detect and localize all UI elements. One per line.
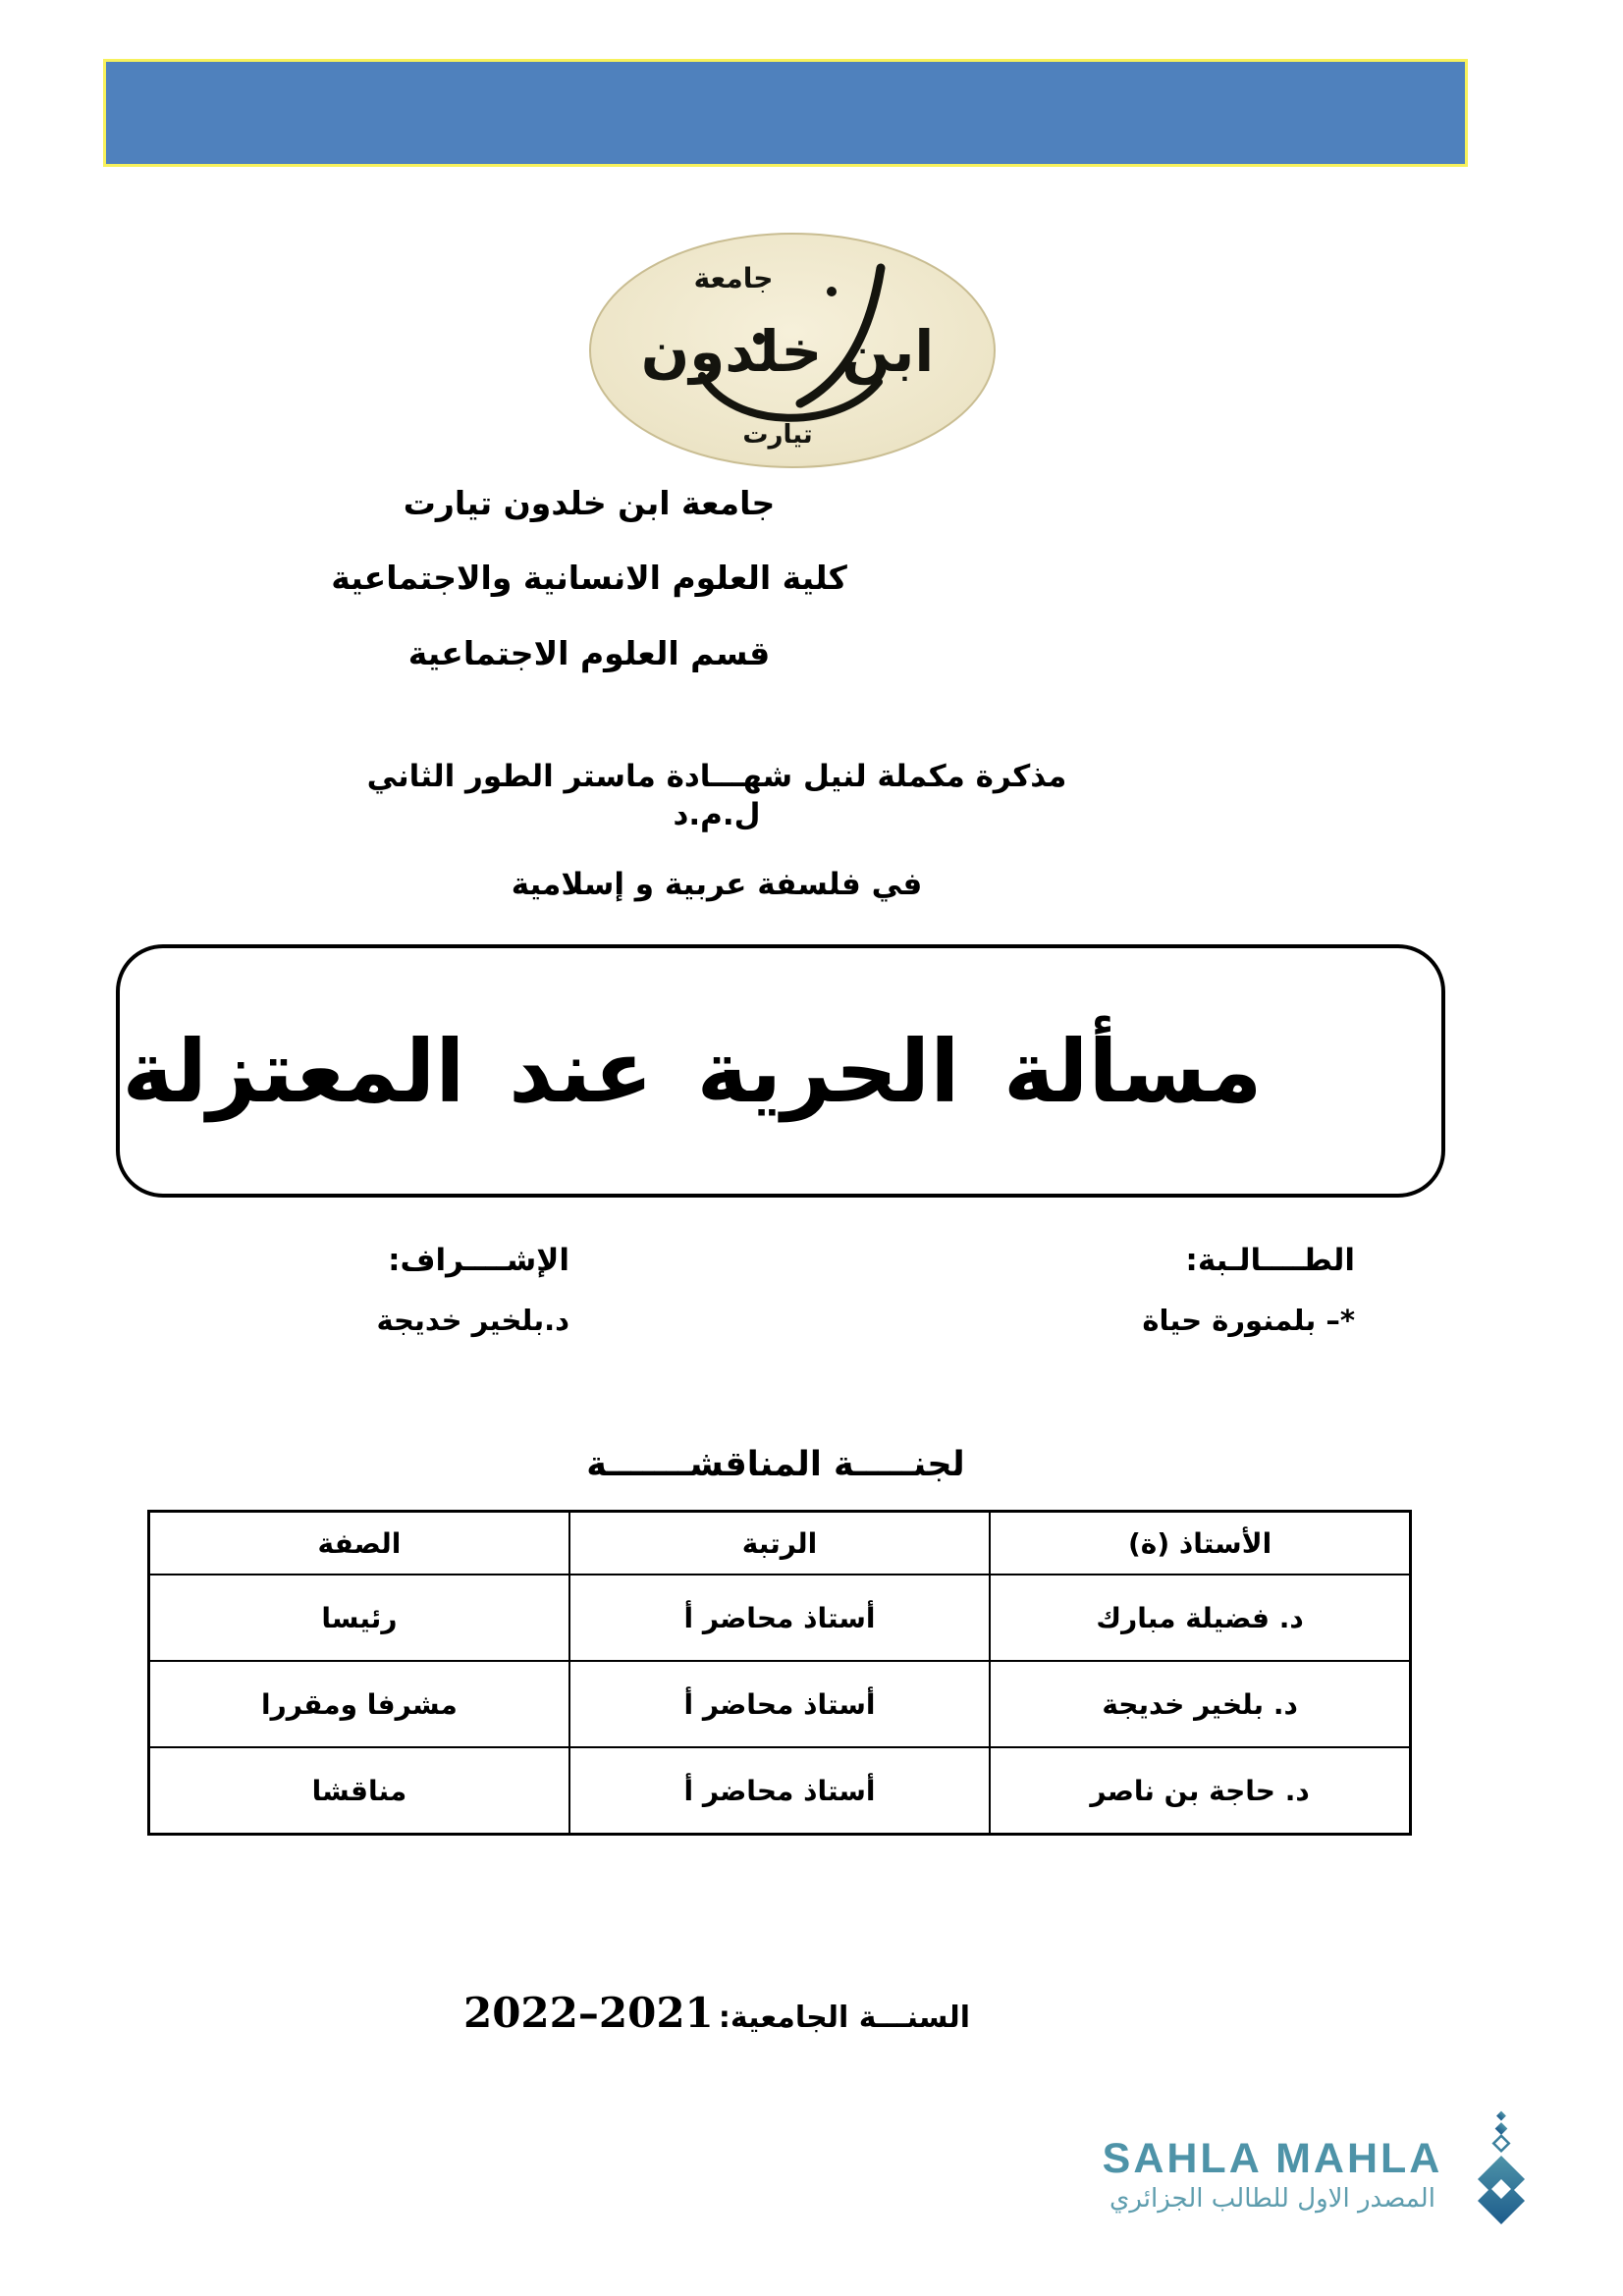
student-label: الطــــالـبة: [1185, 1243, 1355, 1278]
academic-year-label: السنـــة الجامعية: [718, 2001, 970, 2035]
table-row [149, 1747, 1411, 1835]
role-cell: مناقشا [149, 1747, 569, 1835]
rank-cell: أستاذ محاضر أ [569, 1661, 990, 1747]
rank-cell: أستاذ محاضر أ [569, 1747, 990, 1835]
thesis-title: مسألة الحرية عند المعتزلة [122, 1020, 1263, 1122]
university-name: جامعة ابن خلدون تيارت [403, 484, 776, 522]
committee-table [147, 1510, 1412, 1836]
kufic-calligraphy-icon [1471, 2110, 1532, 2226]
university-seal-svg [586, 229, 999, 472]
professor-cell: د. حاجة بن ناصر [990, 1747, 1410, 1835]
student-name: *– بلمنورة حياة [1142, 1304, 1355, 1337]
column-rank: الرتبة [569, 1512, 990, 1575]
university-block [290, 483, 889, 708]
thesis-description [324, 758, 1109, 934]
committee-header-row [149, 1512, 1411, 1575]
academic-year-value: 2021–2022 [462, 1989, 714, 2037]
seal-middle-text: ابن خلدون [640, 318, 935, 385]
brand-name: SAHLA MAHLA [1102, 2135, 1443, 2182]
header-banner [103, 59, 1468, 167]
academic-year-line [412, 1989, 1021, 2037]
supervisor-label: الإشــــراف: [388, 1243, 569, 1278]
supervisor-name: د.بلخير خديجة [376, 1304, 569, 1337]
role-cell: رئيسا [149, 1575, 569, 1661]
thesis-specialty-line: في فلسفة عربية و إسلامية [511, 866, 923, 902]
brand-footer [1080, 2110, 1532, 2226]
faculty-name: كلية العلوم الانسانية والاجتماعية [331, 559, 847, 598]
thesis-type-line: مذكرة مكملة لنيل شهـــادة ماستر الطور الثاني ل.م.د [366, 759, 1067, 832]
brand-tagline: المصدر الاول للطالب الجزائري [1109, 2184, 1435, 2214]
professor-cell: د. بلخير خديجة [990, 1661, 1410, 1747]
committee-heading: لجنـــــة المناقشـــــــة [586, 1445, 965, 1484]
university-seal-icon [586, 229, 999, 472]
table-row [149, 1661, 1411, 1747]
role-cell: مشرفا ومقررا [149, 1661, 569, 1747]
seal-top-text: جامعة [693, 262, 774, 294]
brand-text-block [1080, 2110, 1465, 2214]
rank-cell: أستاذ محاضر أ [569, 1575, 990, 1661]
column-professor: الأستاذ (ة) [990, 1512, 1410, 1575]
professor-cell: د. فضيلة مبارك [990, 1575, 1410, 1661]
table-row [149, 1575, 1411, 1661]
column-role: الصفة [149, 1512, 569, 1575]
student-block [1075, 1243, 1355, 1337]
seal-bottom-text: تيارت [742, 420, 813, 450]
department-name: قسم العلوم الاجتماعية [407, 633, 771, 672]
supervision-block [312, 1243, 569, 1337]
title-box [116, 944, 1445, 1198]
